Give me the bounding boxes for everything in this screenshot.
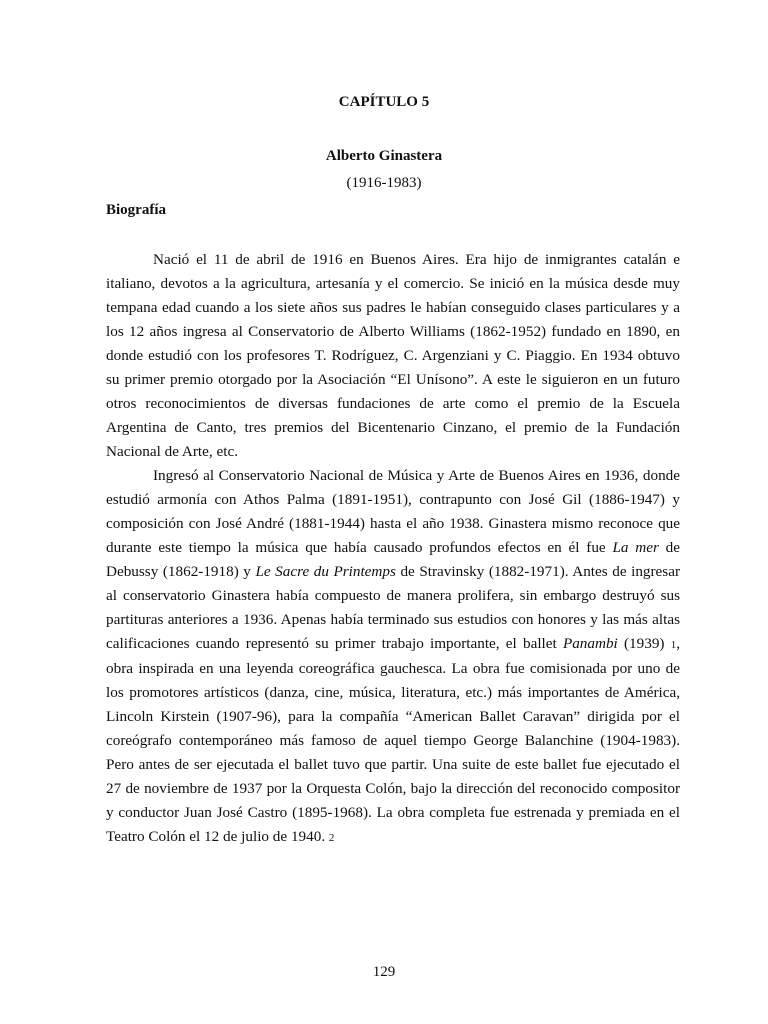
biography-body <box>106 248 680 850</box>
paragraph-2-text-d: (1939) <box>617 635 671 652</box>
title-panambi: Panambi <box>562 635 618 652</box>
chapter-label: CAPÍTULO 5 <box>338 94 430 110</box>
paragraph-1: Nació el 11 de abril de 1916 en Buenos Aires. Era hijo de inmigrantes catalán e italiano, devotos a la agricultura, artesanía y el comercio. Se inició en la música desde muy tempana edad cuando a los siete años sus padres le habían conseguido clases particulares y a los 12 años ingresa al Conservatorio de Alberto Williams (1862-1952) fundado en 1890, en donde estudió con los profesores T. Rodríguez, C. Argenziani y C. Piaggio. En 1934 obtuvo su primer premio otorgado por la Asociación “El Unísono”. A este le siguieron en un futuro otros reconocimientos de diversas fundaciones de arte como el premio de la Escuela Argentina de Canto, tres premios del Bicentenario Cinzano, el premio de la Fundación Nacional de Arte, etc. <box>106 251 680 460</box>
section-heading: Biografía <box>106 202 166 218</box>
paragraph-2-text-a: Ingresó al Conservatorio Nacional de Música y Arte de Buenos Aires en 1936, donde estudió armonía con Athos Palma (1891-1951), contrapunto con José Gil (1886-1947) y composición con José André (1881-1944) hasta el año 1938. Ginastera mismo reconoce que durante este tiempo la música que había causado profundos efectos en él fue <box>106 467 680 556</box>
title-la-mer: La mer <box>612 539 659 556</box>
footnote-ref-2: 2 <box>328 832 335 844</box>
paragraph-2-text-e: , obra inspirada en una leyenda coreográfica gauchesca. La obra fue comisionada por uno de los promotores artísticos (danza, cine, música, literatura, etc.) más importantes de América, Lincoln Kirstein (1907-96), para la compañía “American Ballet Caravan” dirigida por el coreógrafo contemporáneo más famoso de aquel tiempo George Balanchine (1904-1983). Pero antes de ser ejecutada el ballet tuvo que partir. Una suite de este ballet fue ejecutado el 27 de noviembre de 1937 por la Orquesta Colón, bajo la dirección del reconocido compositor y conductor Juan José Castro (1895-1968). La obra completa fue estrenada y premiada en el Teatro Colón el 12 de julio de 1940. <box>106 635 680 845</box>
person-name: Alberto Ginastera <box>325 148 443 164</box>
title-le-sacre: Le Sacre du Printemps <box>255 563 396 580</box>
paragraph-2-text-c: de Stravinsky (1882-1971). Antes de ingresar al conservatorio Ginastera había compuesto de manera prolifera, sin embargo destruyó sus partituras anteriores a 1936. Apenas había terminado sus estudios con honores y las más altas calificaciones cuando representó su primer trabajo importante, el ballet <box>106 563 681 652</box>
life-years: (1916-1983) <box>346 175 422 191</box>
footnote-ref-1: 1 <box>670 639 677 651</box>
paragraph-2-text-b: de Debussy (1862-1918) y <box>106 539 680 580</box>
page-number: 129 <box>372 964 396 980</box>
paragraph-2 <box>106 464 680 850</box>
